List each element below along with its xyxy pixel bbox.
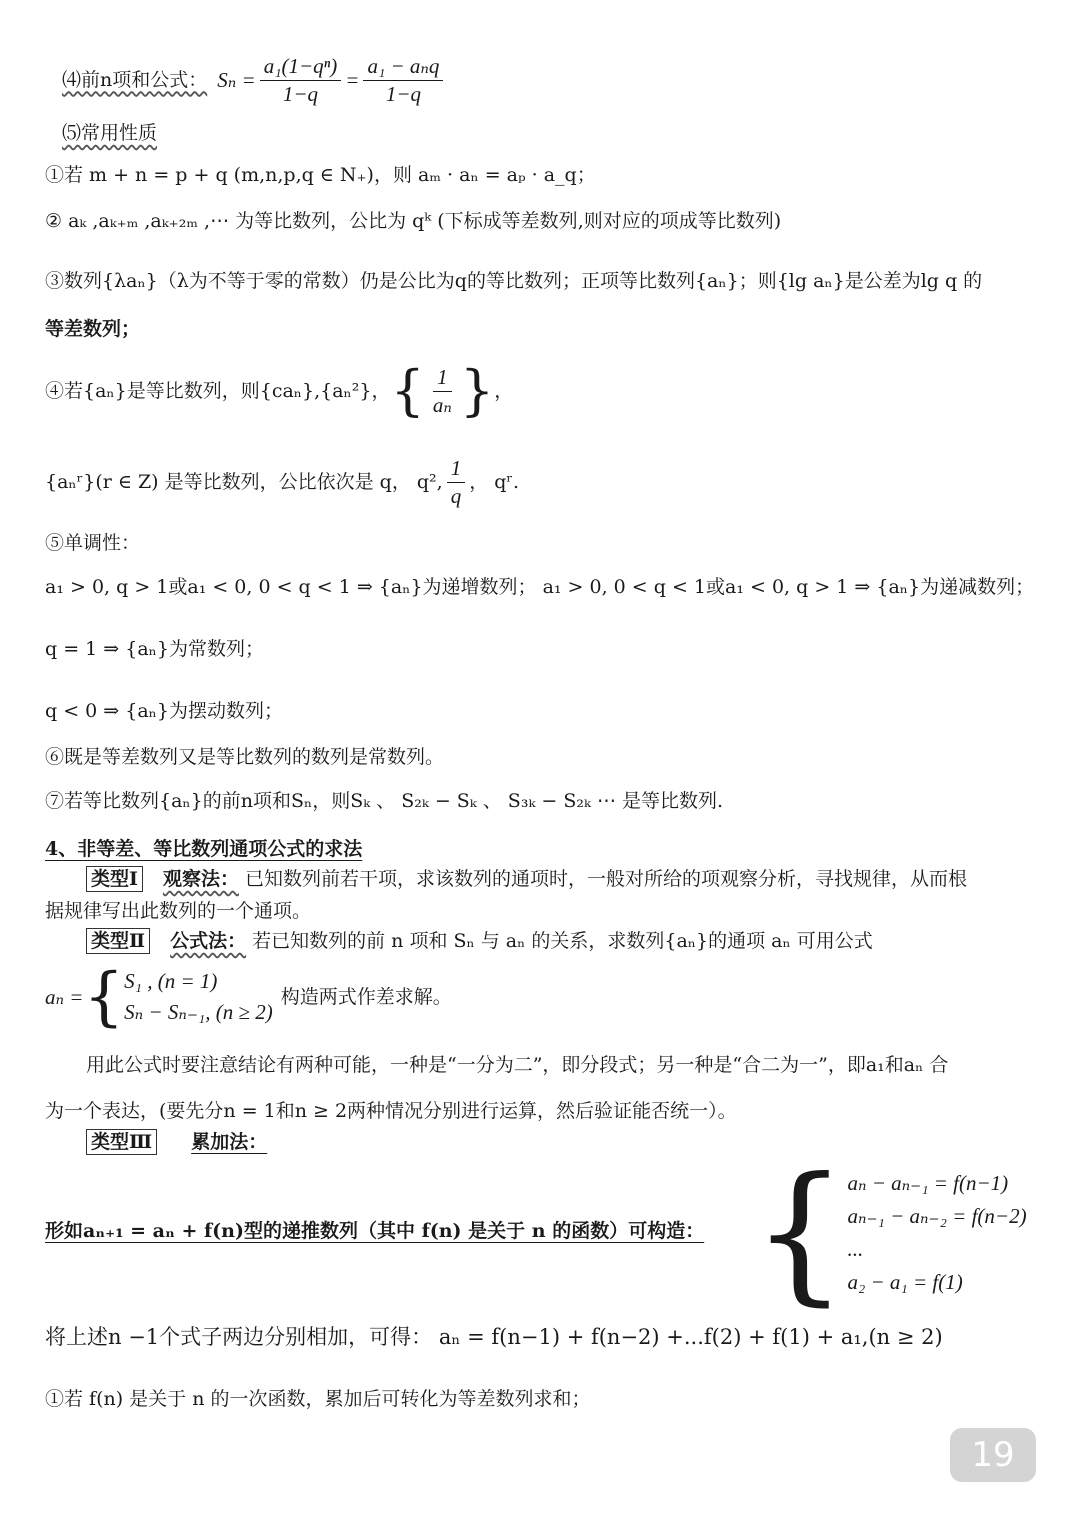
- left-brace: {: [83, 960, 125, 1034]
- piecewise-tail: 构造两式作差求解。: [280, 985, 452, 1008]
- left-brace: {: [390, 359, 425, 422]
- piecewise-note: 用此公式时要注意结论有两种可能，一种是“一分为二”，即分段式；另一种是“合二为一”，即a₁和aₙ 合: [86, 1054, 949, 1076]
- fraction-denominator: aₙ: [432, 392, 452, 417]
- type-2-title: 公式法：: [170, 930, 247, 952]
- property-6: ⑥既是等差数列又是等比数列的数列是常数列。: [45, 746, 445, 768]
- property-4: [45, 358, 513, 424]
- fraction-numerator: 1: [447, 458, 466, 483]
- type-2-text: 若已知数列的前 n 项和 Sₙ 与 aₙ 的关系，求数列{aₙ}的通项 aₙ 可用公式: [252, 930, 873, 952]
- fraction-denominator: 1−q: [385, 81, 422, 106]
- linear-case-note: ①若 f(n) 是关于 n 的一次函数，累加后可转化为等差数列求和；: [45, 1388, 591, 1410]
- summation-result: 将上述n −1个式子两边分别相加，可得： aₙ = f(n−1) + f(n−2) +...f(2) + f(1) + a₁,(n ≥ 2): [45, 1325, 943, 1349]
- fraction-denominator: 1−q: [282, 81, 319, 106]
- property-3-continued: 等差数列；: [45, 318, 141, 340]
- type-1-line: [86, 870, 967, 889]
- piecewise-case-2: Sₙ − Sₙ₋₁, (n ≥ 2): [124, 1000, 273, 1024]
- page-number-badge: 19: [950, 1428, 1036, 1482]
- type-1-continued: 据规律写出此数列的一个通项。: [45, 900, 312, 922]
- piecewise-note-continued: 为一个表达，(要先分n = 1和n ≥ 2两种情况分别进行运算，然后验证能否统一）。: [45, 1100, 737, 1122]
- piecewise-cases: [124, 971, 273, 1023]
- system-equations: [847, 1173, 1026, 1293]
- fraction-denominator: q: [450, 483, 462, 508]
- constant-sequence-condition: q = 1 ⇒ {aₙ}为常数列；: [45, 638, 264, 660]
- left-brace: {: [752, 1145, 848, 1320]
- type-3-line: [86, 1133, 267, 1152]
- property-4-tail: ，: [494, 379, 514, 402]
- type-3-box: 类型Ⅲ: [86, 1129, 157, 1155]
- property-2: ② aₖ ,aₖ₊ₘ ,aₖ₊₂ₘ ,⋯ 为等比数列，公比为 qᵏ (下标成等差数列,则对应的项成等比数列): [45, 210, 782, 232]
- property-7: ⑦若等比数列{aₙ}的前n项和Sₙ，则Sₖ 、 S₂ₖ − Sₖ 、 S₃ₖ − S₂ₖ ⋯ 是等比数列.: [45, 790, 724, 812]
- property-5-heading: ⑤单调性：: [45, 532, 141, 554]
- system-equation-1: aₙ − aₙ₋₁ = f(n−1): [847, 1171, 1009, 1195]
- type-1-box: 类型Ⅰ: [86, 866, 143, 892]
- sum-formula-label: ⑷前n项和公式：: [62, 68, 208, 91]
- equals-sign: =: [345, 67, 360, 92]
- fraction-numerator: a₁(1−qⁿ): [260, 56, 342, 81]
- property-4b-tail: ， qʳ.: [469, 470, 520, 493]
- system-equation-4: a₂ − a₁ = f(1): [847, 1270, 963, 1294]
- piecewise-formula: [45, 962, 452, 1032]
- property-1: ①若 m + n = p + q (m,n,p,q ∈ N₊)，则 aₘ · aₙ = aₚ · a_q；: [45, 164, 596, 186]
- property-4-text: ④若{aₙ}是等比数列，则{caₙ},{aₙ²}，: [45, 379, 391, 402]
- sum-formula-fraction-1: [260, 53, 342, 106]
- type-1-title: 观察法：: [162, 868, 239, 890]
- system-equation-3: ...: [847, 1237, 864, 1261]
- monotonicity-condition: a₁ > 0, q > 1或a₁ < 0, 0 < q < 1 ⇒ {aₙ}为递增数列； a₁ > 0, 0 < q < 1或a₁ < 0, q > 1 ⇒ {aₙ}为递减数列；: [45, 576, 1035, 598]
- section-4-heading: 4、非等差、等比数列通项公式的求法: [45, 838, 363, 860]
- right-brace: }: [459, 359, 495, 422]
- fraction-numerator: a₁ − aₙq: [363, 56, 443, 81]
- properties-heading: ⑸常用性质: [62, 122, 158, 144]
- system-equation-2: aₙ₋₁ − aₙ₋₂ = f(n−2): [847, 1204, 1027, 1228]
- type-2-box: 类型Ⅱ: [86, 928, 150, 954]
- telescoping-system: [752, 1145, 1027, 1320]
- oscillating-sequence-condition: q < 0 ⇒ {aₙ}为摆动数列；: [45, 700, 283, 722]
- type-3-title: 累加法：: [191, 1131, 268, 1153]
- property-4-continued: [45, 452, 519, 512]
- piecewise-case-1: S₁ , (n = 1): [124, 969, 218, 993]
- sum-formula-lhs: Sₙ =: [217, 67, 256, 92]
- sum-formula-fraction-2: [363, 53, 443, 106]
- property-3: ③数列{λaₙ}（λ为不等于零的常数）仍是公比为q的等比数列；正项等比数列{aₙ}；则{lg aₙ}是公差为lg q 的: [45, 270, 983, 292]
- property-4b-text: {aₙʳ}(r ∈ Z) 是等比数列，公比依次是 q， q²,: [45, 470, 443, 493]
- type-2-line: [86, 932, 873, 951]
- type-1-text: 已知数列前若干项，求该数列的通项时，一般对所给的项观察分析，寻找规律，从而根: [245, 868, 968, 890]
- fraction-numerator: 1: [433, 367, 452, 392]
- recurrence-form: 形如aₙ₊₁ = aₙ + f(n)型的递推数列（其中 f(n) 是关于 n 的函数）可构造：: [45, 1220, 705, 1242]
- piecewise-lhs: aₙ =: [45, 984, 84, 1009]
- sum-formula-line: [62, 50, 447, 110]
- reciprocal-fraction: [429, 364, 456, 417]
- ratio-fraction: [447, 455, 466, 508]
